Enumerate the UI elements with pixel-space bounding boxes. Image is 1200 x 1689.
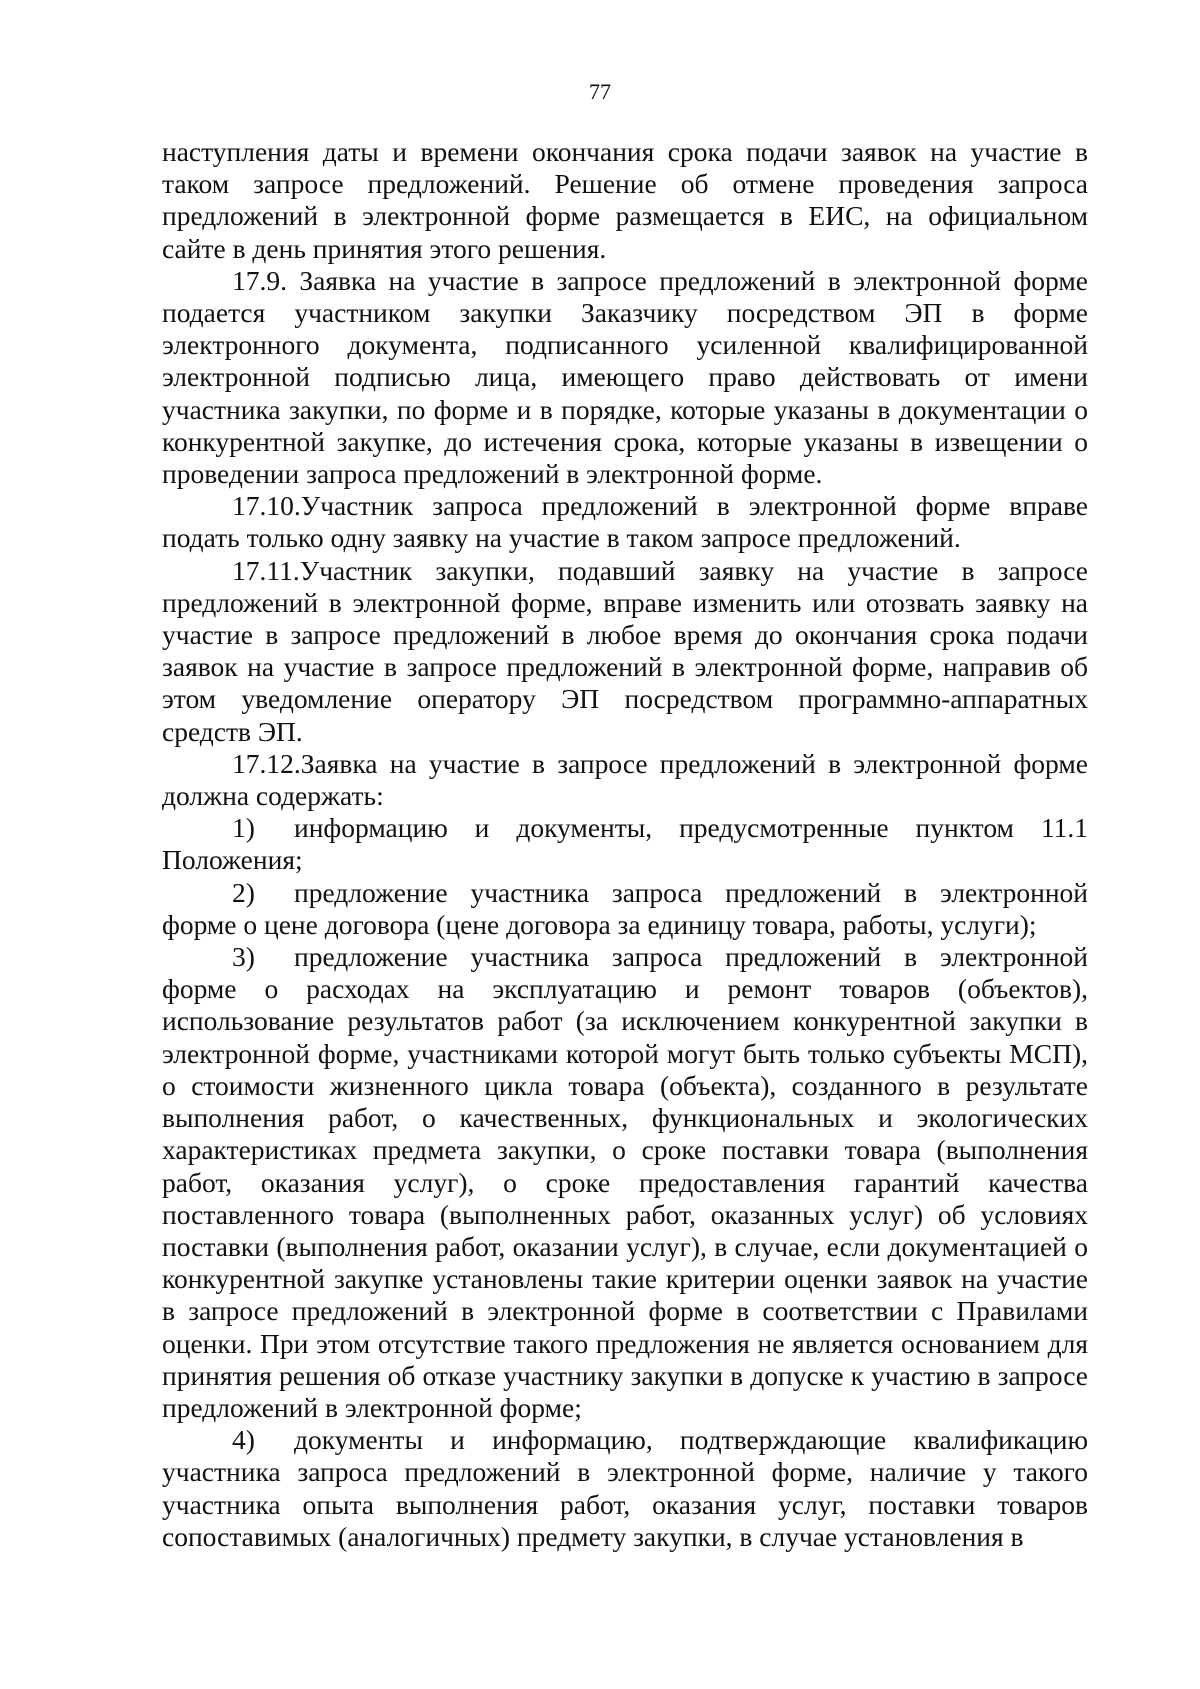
list-item bbox=[162, 877, 1088, 941]
page-number: 77 bbox=[589, 79, 611, 104]
paragraph: наступления даты и времени окончания срока подачи заявок на участие в таком запросе предложений. Решение об отмене проведения запроса предложений в электронной форме размещается в ЕИС, на официальном сайте в день принятия этого решения. bbox=[162, 136, 1088, 264]
list-item-text: информацию и документы, предусмотренные пунктом 11.1 Положения; bbox=[162, 812, 1088, 876]
list-item-number: 2) bbox=[232, 876, 255, 908]
list-item-number: 4) bbox=[232, 1424, 255, 1456]
list-item bbox=[162, 941, 1088, 1424]
list-item-text: предложение участника запроса предложений в электронной форме о цене договора (цене договора за единицу товара, работы, услуги); bbox=[162, 876, 1088, 940]
clause-17-11: 17.11.Участник закупки, подавший заявку на участие в запросе предложений в электронной форме, вправе изменить или отозвать заявку на участие в запросе предложений в любое время до окончания срока подачи заявок на участие в запросе предложений в электронной форме, направив об этом уведомление оператору ЭП посредством программно-аппаратных средств ЭП. bbox=[162, 554, 1088, 747]
clause-17-10: 17.10.Участник запроса предложений в электронной форме вправе подать только одну заявку на участие в таком запросе предложений. bbox=[162, 490, 1088, 554]
list-item-number: 3) bbox=[232, 941, 255, 973]
clause-17-12: 17.12.Заявка на участие в запросе предложений в электронной форме должна содержать: bbox=[162, 747, 1088, 812]
list-item bbox=[162, 812, 1088, 876]
list-item bbox=[162, 1424, 1088, 1553]
clause-17-9: 17.9. Заявка на участие в запросе предложений в электронной форме подается участником закупки Заказчику посредством ЭП в форме электронного документа, подписанного усиленной квалифицированной электронной подписью лица, имеющего право действовать от имени участника закупки, по форме и в порядке, которые указаны в документации о конкурентной закупке, до истечения срока, которые указаны в извещении о проведении запроса предложений в электронной форме. bbox=[162, 264, 1088, 490]
document-body bbox=[162, 136, 1088, 1553]
list-item-text: предложение участника запроса предложений в электронной форме о расходах на эксплуатацию и ремонт товаров (объектов), использование результатов работ (за исключением конкурентной закупки в электронной форме, участниками которой могут быть только субъекты МСП), о стоимости жизненного цикла товара (объекта), созданного в результате выполнения работ, о качественных, функциональных и экологических характеристиках предмета закупки, о сроке поставки товара (выполнения работ, оказания услуг), о сроке предоставления гарантий качества поставленного товара (выполненных работ, оказанных услуг) об условиях поставки (выполнения работ, оказании услуг), в случае, если документацией о конкурентной закупке установлены такие критерии оценки заявок на участие в запросе предложений в электронной форме в соответствии с Правилами оценки. При этом отсутствие такого предложения не является основанием для принятия решения об отказе участнику закупки в допуске к участию в запросе предложений в электронной форме; bbox=[162, 941, 1088, 1423]
list-item-number: 1) bbox=[232, 812, 255, 844]
list-item-text: документы и информацию, подтверждающие квалификацию участника запроса предложений в электронной форме, наличие у такого участника опыта выполнения работ, оказания услуг, поставки товаров сопоставимых (аналогичных) предмету закупки, в случае установления в bbox=[162, 1424, 1088, 1552]
